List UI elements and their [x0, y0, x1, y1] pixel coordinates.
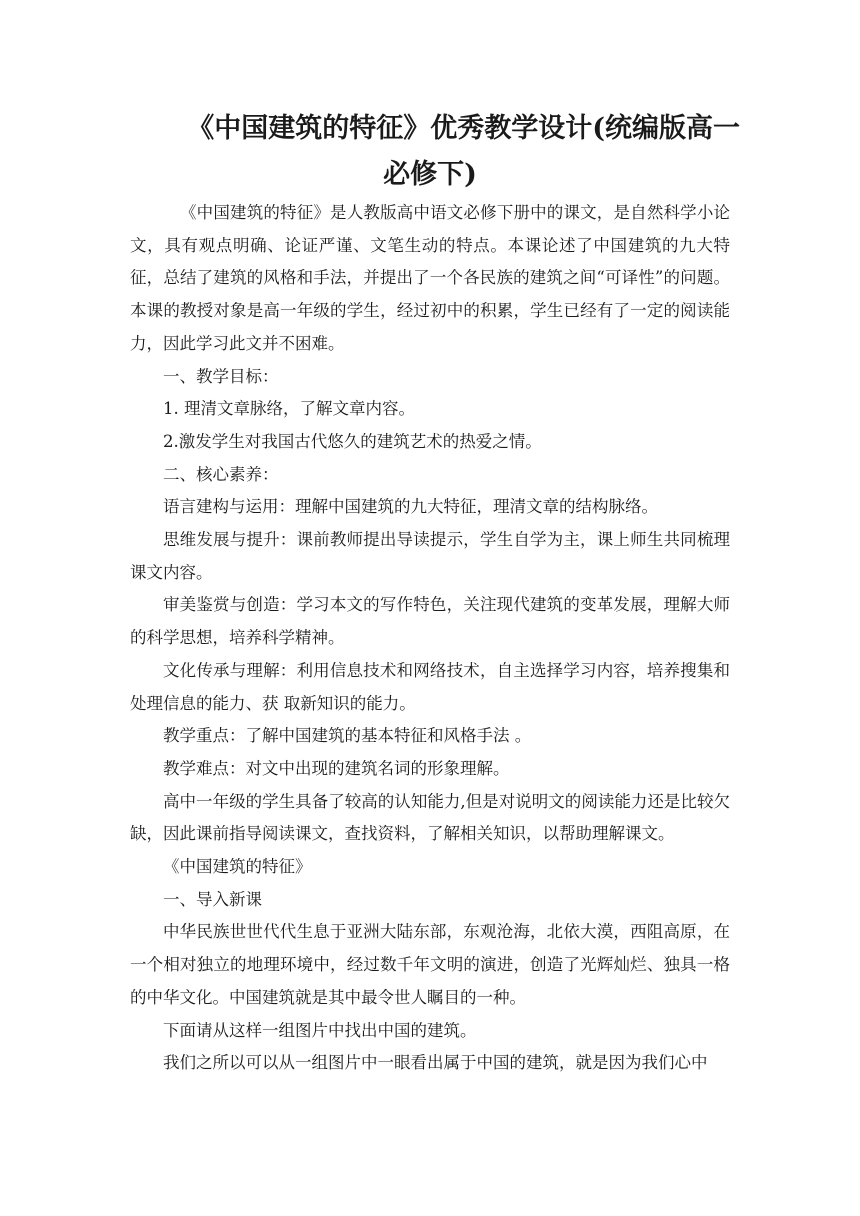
- literacy-culture: 文化传承与理解：利用信息技术和网络技术，自主选择学习内容，培养搜集和处理信息的能力、获 取新知识的能力。: [130, 660, 730, 713]
- intro-paragraph: 《中国建筑的特征》是人教版高中语文必修下册中的课文，是自然科学小论文，具有观点明确、论证严谨、文笔生动的特点。本课论述了中国建筑的九大特征，总结了建筑的风格和手法，并提出了一个各民族的建筑之间“可译性”的问题。本课的教授对象是高一年级的学生，经过初中的积累，学生已经有了一定的阅读能力，因此学习此文并不困难。: [130, 203, 730, 353]
- goal-item-2: 2.激发学生对我国古代悠久的建筑艺术的热爱之情。: [163, 431, 542, 451]
- document-title-line-2: 必修下): [383, 159, 477, 190]
- document-body: [130, 197, 730, 1080]
- picture-task-paragraph: 下面请从这样一组图片中找出中国的建筑。: [163, 1020, 477, 1040]
- lesson-title: 《中国建筑的特征》: [163, 857, 312, 877]
- goal-item-1: 1. 理清文章脉络，了解文章内容。: [163, 399, 415, 419]
- introduction-paragraph: 中华民族世世代代生息于亚洲大陆东部，东观沧海，北依大漠，西阻高原，在一个相对独立的地理环境中，经过数千年文明的演进，创造了光辉灿烂、独具一格的中华文化。中国建筑就是其中最令世人瞩目的一种。: [130, 922, 730, 1007]
- student-analysis: 高中一年级的学生具备了较高的认知能力,但是对说明文的阅读能力还是比较欠缺，因此课前指导阅读课文，查找资料，了解相关知识，以帮助理解课文。: [130, 791, 730, 844]
- section-heading-core-literacy: 二、核心素养：: [163, 464, 279, 484]
- teaching-key-point: 教学重点：了解中国建筑的基本特征和风格手法 。: [163, 726, 532, 746]
- literacy-thinking: 思维发展与提升：课前教师提出导读提示，学生自学为主，课上师生共同梳理课文内容。: [130, 530, 730, 582]
- section-heading-teaching-goals: 一、教学目标：: [163, 366, 279, 386]
- literacy-language: 语言建构与运用：理解中国建筑的九大特征，理清文章的结构脉络。: [163, 497, 658, 517]
- literacy-aesthetics: 审美鉴赏与创造：学习本文的写作特色，关注现代建筑的变革发展，理解大师的科学思想，培养科学精神。: [130, 595, 730, 648]
- document-title-line-1: 《中国建筑的特征》优秀教学设计(统编版高一: [187, 113, 740, 144]
- section-heading-introduction: 一、导入新课: [163, 889, 262, 909]
- teaching-difficulty: 教学难点：对文中出现的建筑名词的形象理解。: [163, 758, 510, 778]
- closing-paragraph: 我们之所以可以从一组图片中一眼看出属于中国的建筑，就是因为我们心中: [163, 1053, 708, 1073]
